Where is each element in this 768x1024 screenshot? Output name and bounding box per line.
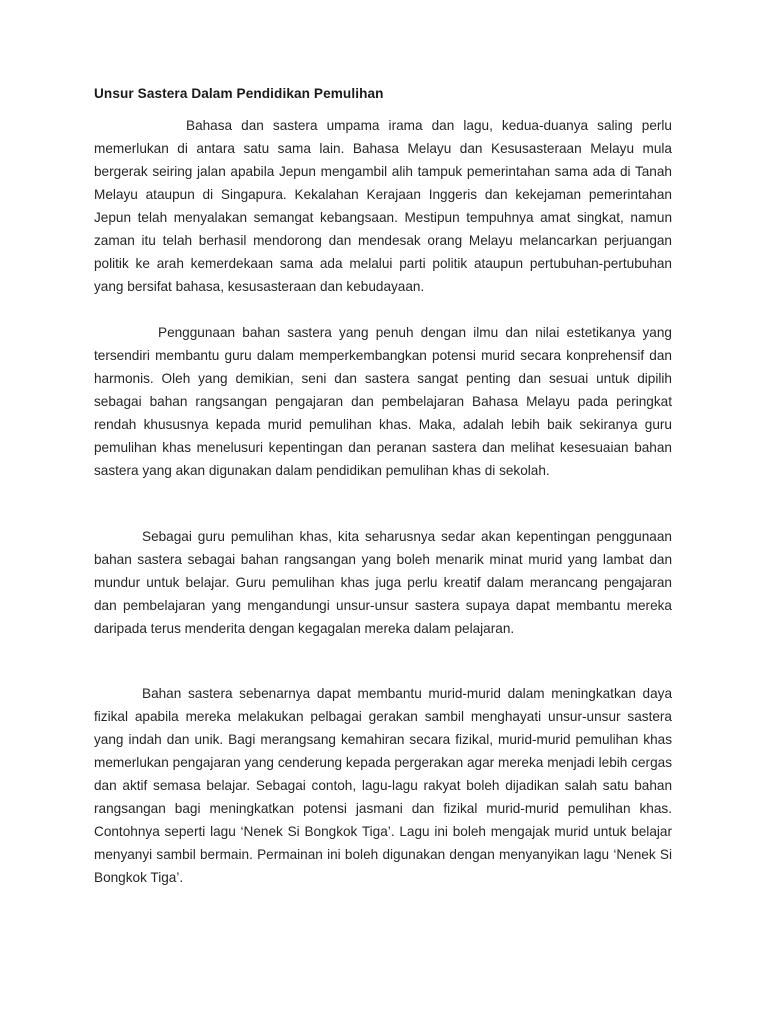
paragraph-1: Bahasa dan sastera umpama irama dan lagu, kedua-duanya saling perlu memerlukan di antara satu sama lain. Bahasa Melayu dan Kesusasteraan Melayu mula bergerak seiring jalan apabila Jepun mengambil alih tampuk pemerintahan sama ada di Tanah Melayu ataupun di Singapura. Kekalahan Kerajaan Inggeris dan kekejaman pemerintahan Jepun telah menyalakan semangat kebangsaan. Mestipun tempuhnya amat singkat, namun zaman itu telah berhasil mendorong dan mendesak orang Melayu melancarkan perjuangan politik ke arah kemerdekaan sama ada melalui parti politik ataupun pertubuhan-pertubuhan yang bersifat bahasa, kesusasteraan dan kebudayaan. bbox=[94, 118, 672, 294]
document-title: Unsur Sastera Dalam Pendidikan Pemulihan bbox=[94, 86, 384, 101]
paragraph-3: Sebagai guru pemulihan khas, kita seharusnya sedar akan kepentingan penggunaan bahan sastera sebagai bahan rangsangan yang boleh menarik minat murid yang lambat dan mundur untuk belajar. Guru pemulihan khas juga perlu kreatif dalam merancang pengajaran dan pembelajaran yang mengandungi unsur-unsur sastera supaya dapat membantu mereka daripada terus menderita dengan kegagalan mereka dalam pelajaran. bbox=[94, 529, 672, 636]
paragraph-2: Penggunaan bahan sastera yang penuh dengan ilmu dan nilai estetikanya yang tersendiri membantu guru dalam memperkembangkan potensi murid secara konprehensif dan harmonis. Oleh yang demikian, seni dan sastera sangat penting dan sesuai untuk dipilih sebagai bahan rangsangan pengajaran dan pembelajaran Bahasa Melayu pada peringkat rendah khususnya kepada murid pemulihan khas. Maka, adalah lebih baik sekiranya guru pemulihan khas menelusuri kepentingan dan peranan sastera dan melihat kesesuaian bahan sastera yang akan digunakan dalam pendidikan pemulihan khas di sekolah. bbox=[94, 325, 672, 478]
paragraph-4: Bahan sastera sebenarnya dapat membantu murid-murid dalam meningkatkan daya fizikal apabila mereka melakukan pelbagai gerakan sambil menghayati unsur-unsur sastera yang indah dan unik. Bagi merangsang kemahiran secara fizikal, murid-murid pemulihan khas memerlukan pengajaran yang cenderung kepada pergerakan agar mereka menjadi lebih cergas dan aktif semasa belajar. Sebagai contoh, lagu-lagu rakyat boleh dijadikan salah satu bahan rangsangan bagi meningkatkan potensi jasmani dan fizikal murid-murid pemulihan khas. Contohnya seperti lagu ‘Nenek Si Bongkok Tiga’. Lagu ini boleh mengajak murid untuk belajar menyanyi sambil bermain. Permainan ini boleh digunakan dengan menyanyikan lagu ‘Nenek Si Bongkok Tiga’. bbox=[94, 686, 672, 885]
